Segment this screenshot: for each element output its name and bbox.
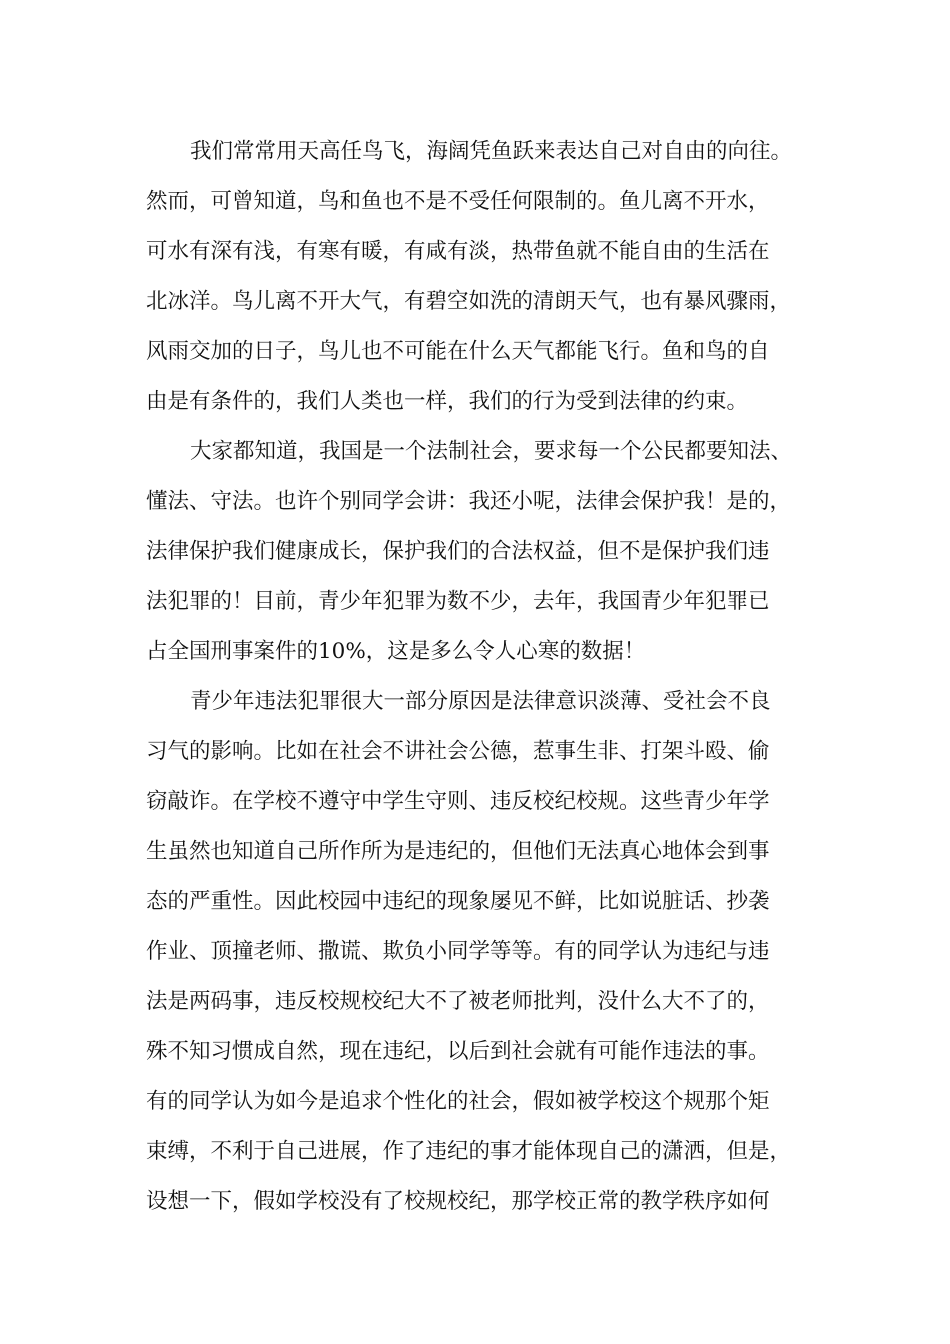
paragraph-3-line-6: 作业、顶撞老师、撒谎、欺负小同学等等。有的同学认为违纪与违: [146, 939, 770, 964]
paragraph-1-line-5: 风雨交加的日子，鸟儿也不可能在什么天气都能飞行。鱼和鸟的自: [146, 339, 770, 364]
paragraph-3-line-1: 青少年违法犯罪很大一部分原因是法律意识淡薄、受社会不良: [190, 689, 771, 714]
paragraph-1-line-1: 我们常常用天高任鸟飞，海阔凭鱼跃来表达自己对自由的向往。: [190, 139, 793, 164]
paragraph-3-line-11: 设想一下，假如学校没有了校规校纪，那学校正常的教学秩序如何: [146, 1189, 770, 1214]
paragraph-2-line-2: 懂法、守法。也许个别同学会讲：我还小呢，法律会保护我！是的，: [146, 489, 792, 514]
paragraph-1-line-4: 北冰洋。鸟儿离不开大气，有碧空如洗的清朗天气，也有暴风骤雨，: [146, 289, 792, 314]
paragraph-3-line-3: 窃敲诈。在学校不遵守中学生守则、违反校纪校规。这些青少年学: [146, 789, 770, 814]
paragraph-1-line-6: 由是有条件的，我们人类也一样，我们的行为受到法律的约束。: [146, 389, 749, 414]
paragraph-3-line-4: 生虽然也知道自己所作所为是违纪的，但他们无法真心地体会到事: [146, 839, 770, 864]
paragraph-3-line-7: 法是两码事，违反校规校纪大不了被老师批判，没什么大不了的，: [146, 989, 770, 1014]
paragraph-1-line-3: 可水有深有浅，有寒有暖，有咸有淡，热带鱼就不能自由的生活在: [146, 239, 770, 264]
paragraph-3-line-10: 束缚，不利于自己进展，作了违纪的事才能体现自己的潇洒，但是，: [146, 1139, 792, 1164]
paragraph-1-line-2: 然而，可曾知道，鸟和鱼也不是不受任何限制的。鱼儿离不开水，: [146, 189, 770, 214]
paragraph-2-line-5: 占全国刑事案件的10%，这是多么令人心寒的数据！: [146, 639, 646, 664]
paragraph-3-line-8: 殊不知习惯成自然，现在违纪，以后到社会就有可能作违法的事。: [146, 1039, 770, 1064]
paragraph-2-line-3: 法律保护我们健康成长，保护我们的合法权益，但不是保护我们违: [146, 539, 770, 564]
paragraph-2-line-1: 大家都知道，我国是一个法制社会，要求每一个公民都要知法、: [190, 439, 793, 464]
paragraph-3-line-2: 习气的影响。比如在社会不讲社会公德，惹事生非、打架斗殴、偷: [146, 739, 770, 764]
paragraph-2-line-4: 法犯罪的！目前，青少年犯罪为数不少，去年，我国青少年犯罪已: [146, 589, 770, 614]
paragraph-3-line-9: 有的同学认为如今是追求个性化的社会，假如被学校这个规那个矩: [146, 1089, 770, 1114]
paragraph-3-line-5: 态的严重性。因此校园中违纪的现象屡见不鲜，比如说脏话、抄袭: [146, 889, 770, 914]
